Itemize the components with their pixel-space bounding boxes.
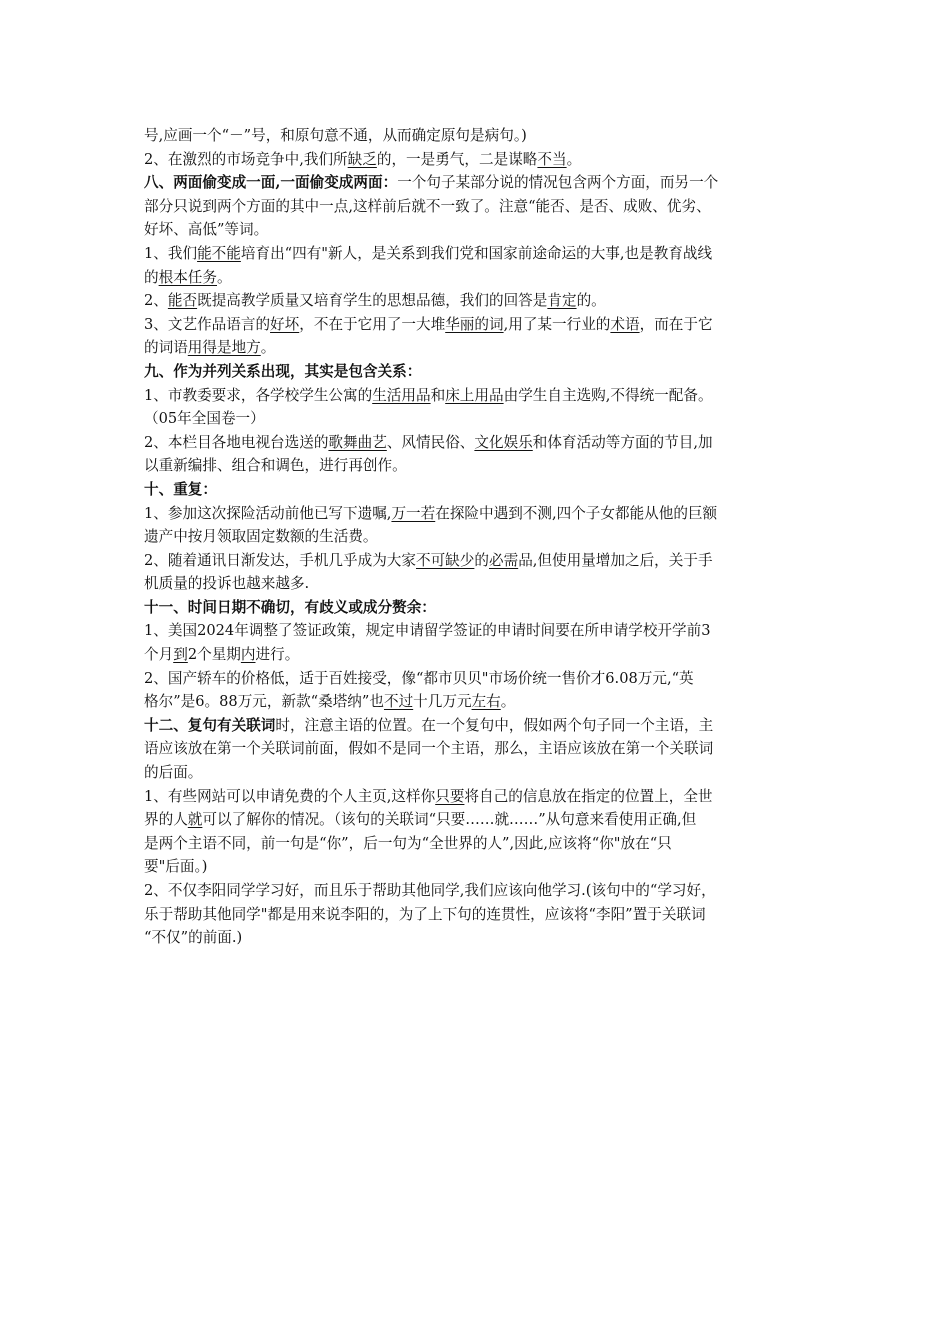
text-run: 一个句子某部分说的情况包含两个方面，而另一个 — [397, 174, 719, 192]
underlined-term: 床上用品 — [445, 386, 504, 404]
text-line — [144, 289, 808, 313]
text-run: 、风情民俗、 — [386, 433, 475, 451]
underlined-term: 根本任务 — [158, 268, 217, 286]
text-line — [144, 266, 808, 290]
text-line — [144, 714, 808, 738]
text-run: 部分只说到两个方面的其中一点,这样前后就不一致了。注意“能否、是否、成败、优劣、 — [144, 197, 711, 215]
text-run: 是两个主语不同，前一句是“你”，后一句为“全世界的人”,因此,应该将“你"放在“只 — [144, 834, 672, 852]
text-run: 乐于帮助其他同学"都是用来说李阳的，为了上下句的连贯性，应该将“李阳”置于关联词 — [144, 905, 706, 923]
text-run: 的词语 — [144, 339, 188, 357]
text-line — [144, 336, 808, 360]
text-run: 1、有些网站可以申请免费的个人主页,这样你 — [144, 787, 436, 805]
text-line — [144, 572, 808, 596]
text-line — [144, 903, 808, 927]
text-run: 1、我们 — [144, 244, 198, 262]
underlined-term: 就 — [187, 811, 203, 829]
text-run: 的 — [474, 551, 489, 569]
text-line — [144, 195, 808, 219]
text-run: 的，一是勇气，二是谋略 — [376, 150, 538, 168]
section-heading: 十一、时间日期不确切，有歧义或成分赘余： — [144, 598, 436, 616]
text-line — [144, 619, 808, 643]
text-run: 遗产中按月领取固定数额的生活费。 — [144, 528, 378, 546]
text-line — [144, 596, 808, 620]
underlined-term: 生活用品 — [372, 386, 431, 404]
text-line — [144, 855, 808, 879]
underlined-term: 左右 — [471, 693, 501, 711]
text-line — [144, 360, 808, 384]
text-run: 语应该放在第一个关联词前面，假如不是同一个主语，那么，主语应该放在第一个关联词 — [144, 740, 714, 758]
text-line — [144, 785, 808, 809]
section-heading: 十、重复： — [144, 480, 217, 498]
text-line — [144, 879, 808, 903]
text-run: 和体育活动等方面的节目,加 — [532, 433, 713, 451]
text-line — [144, 926, 808, 950]
underlined-term: 好坏 — [270, 315, 300, 333]
text-run: “不仅”的前面.) — [144, 929, 243, 947]
text-run: 以重新编排、组合和调色，进行再创作。 — [144, 457, 407, 475]
underlined-term: 文化娱乐 — [474, 433, 533, 451]
text-run: 十几万元 — [413, 693, 472, 711]
section-heading: 九、作为并列关系出现，其实是包含关系： — [144, 362, 422, 380]
text-run: 。 — [566, 150, 582, 168]
underlined-term: 华丽的词 — [445, 315, 504, 333]
text-run: 时，注意主语的位置。在一个复句中，假如两个句子同一个主语，主 — [275, 716, 714, 734]
text-line — [144, 525, 808, 549]
underlined-term: 歌舞曲艺 — [328, 433, 387, 451]
text-line — [144, 690, 808, 714]
text-line — [144, 148, 808, 172]
text-run: 要"后面。) — [144, 858, 208, 876]
text-run: 2、 — [144, 292, 168, 310]
section-heading: 八、两面偷变成一面,一面偷变成两面： — [144, 174, 398, 192]
underlined-term: 术语 — [610, 315, 640, 333]
text-run: 培育出“四有"新人，是关系到我们党和国家前途命运的大事,也是教育战线 — [240, 244, 713, 262]
text-run: ，不在于它用了一大堆 — [299, 315, 446, 333]
underlined-term: 万一若 — [391, 504, 436, 522]
text-run: 2、本栏目各地电视台选送的 — [144, 433, 329, 451]
underlined-term: 能不能 — [197, 244, 241, 262]
text-run: 2、不仅李阳同学学习好，而且乐于帮助其他同学,我们应该向他学习.(该句中的“学习好， — [144, 882, 716, 899]
text-run: 。 — [217, 268, 232, 286]
text-run: （05年全国卷一） — [144, 410, 265, 428]
text-line — [144, 737, 808, 761]
text-run: 既提高教学质量又培育学生的思想品德，我们的回答是 — [197, 292, 548, 310]
text-run: 的后面。 — [144, 764, 203, 782]
text-line — [144, 407, 808, 431]
text-line — [144, 384, 808, 408]
text-line — [144, 478, 808, 502]
text-line — [144, 502, 808, 526]
text-run: 由学生自主选购,不得统一配备。 — [503, 386, 713, 404]
text-line — [144, 313, 808, 337]
document-page — [144, 124, 808, 950]
underlined-term: 不当 — [537, 150, 567, 168]
text-run: 可以了解你的情况。（该句的关联词“只要……就……”从句意来看使用正确,但 — [202, 811, 697, 829]
text-run: 格尔”是6。88万元，新款“桑塔纳”也 — [144, 693, 384, 711]
text-run: 好坏、高低”等词。 — [144, 221, 269, 239]
text-run: 的。 — [576, 292, 606, 310]
text-run: 号,应画一个“－”号，和原句意不通，从而确定原句是病句。) — [144, 127, 527, 144]
text-run: 的 — [144, 268, 159, 286]
underlined-term: 缺乏 — [347, 150, 377, 168]
section-heading: 十二、复句有关联词 — [144, 716, 276, 734]
text-run: 1、美国2024年调整了签证政策，规定申请留学签证的申请时间要在所申请学校开学前3 — [144, 622, 711, 640]
underlined-term: 到 — [173, 646, 188, 664]
text-line — [144, 171, 808, 195]
underlined-term: 能否 — [167, 292, 198, 310]
text-run: 品,但使用量增加之后，关于手 — [518, 551, 713, 569]
text-run: 1、市教委要求，各学校学生公寓的 — [144, 386, 373, 404]
text-run: 机质量的投诉也越来越多. — [144, 575, 310, 593]
underlined-term: 只要 — [435, 787, 465, 805]
text-run: 界的人 — [144, 811, 188, 829]
text-run: 。 — [260, 339, 276, 357]
text-run: 和 — [430, 386, 446, 404]
text-run: 进行。 — [255, 646, 300, 664]
text-run: 1、参加这次探险活动前他已写下遗嘱, — [144, 504, 392, 522]
text-run: 。 — [500, 693, 516, 711]
text-run: 将自己的信息放在指定的位置上，全世 — [464, 787, 713, 805]
text-run: ，而在于它 — [639, 315, 713, 333]
text-run: ,用了某一行业的 — [503, 315, 611, 333]
text-line — [144, 242, 808, 266]
text-run: 3、文艺作品语言的 — [144, 315, 271, 333]
underlined-term: 用得是地方 — [187, 339, 261, 357]
text-line — [144, 667, 808, 691]
text-run: 2个星期 — [187, 646, 241, 664]
text-run: 2、随着通讯日渐发达，手机几乎成为大家 — [144, 551, 416, 569]
text-line — [144, 643, 808, 667]
underlined-term: 肯定 — [547, 292, 577, 310]
text-line — [144, 761, 808, 785]
underlined-term: 必需 — [488, 551, 519, 569]
text-line — [144, 832, 808, 856]
underlined-term: 不过 — [383, 693, 414, 711]
text-run: 个月 — [144, 646, 174, 664]
text-line — [144, 454, 808, 478]
text-run: 2、国产轿车的价格低，适于百姓接受，像“都市贝贝"市场价统一售价才6.08万元,“英 — [144, 669, 694, 687]
text-line — [144, 808, 808, 832]
text-line — [144, 431, 808, 455]
text-line — [144, 549, 808, 573]
text-run: 2、在激烈的市场竞争中,我们所 — [144, 150, 348, 168]
text-line — [144, 124, 808, 148]
underlined-term: 内 — [240, 646, 256, 664]
underlined-term: 不可缺少 — [415, 551, 475, 569]
text-run: 在探险中遇到不测,四个子女都能从他的巨额 — [435, 504, 718, 522]
text-line — [144, 218, 808, 242]
